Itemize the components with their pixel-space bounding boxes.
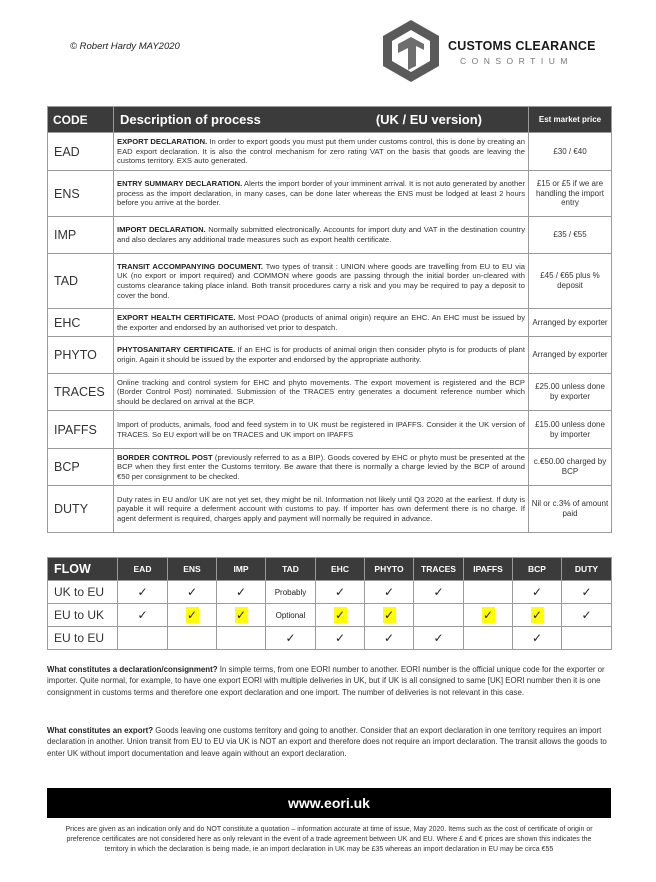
- process-price: Nil or c.3% of amount paid: [529, 486, 612, 533]
- flow-column-header: EAD: [118, 558, 168, 581]
- process-title: TRANSIT ACCOMPANYING DOCUMENT.: [117, 261, 263, 271]
- checkmark-icon: ✓: [531, 585, 543, 599]
- process-title: EXPORT DECLARATION.: [117, 137, 208, 147]
- process-row: [48, 171, 612, 217]
- checkmark-icon: ✓: [285, 631, 296, 645]
- process-price: c.€50.00 charged by BCP: [529, 449, 612, 486]
- flow-cell: [464, 581, 513, 604]
- checkmark-icon: ✓: [433, 631, 444, 645]
- process-description: [114, 254, 529, 309]
- process-code: IPAFFS: [48, 411, 114, 449]
- checkmark-icon: ✓: [433, 585, 444, 599]
- process-description: [114, 171, 529, 217]
- checkmark-icon: ✓: [334, 631, 346, 645]
- process-table: [47, 106, 612, 533]
- checkmark-icon: ✓: [383, 631, 395, 645]
- checkmark-icon: ✓: [581, 585, 592, 599]
- process-price: £15.00 unless done by importer: [529, 411, 612, 449]
- process-text: Most POAO (products of animal origin) require an EHC. An EHC must be issued by the exporter and endorsed by an authorised vet prior to despatch.: [117, 312, 526, 332]
- process-description: [114, 217, 529, 254]
- flow-cell: [464, 627, 513, 650]
- flow-cell-value: Optional: [275, 610, 306, 620]
- process-price: £45 / €65 plus % deposit: [529, 254, 612, 309]
- flow-cell: [168, 627, 217, 650]
- process-row: [48, 133, 612, 171]
- flow-cell: [168, 581, 217, 604]
- process-price: £15 or £5 if we are handling the import entry: [529, 171, 612, 217]
- brand-name: CUSTOMS CLEARANCE: [448, 39, 596, 53]
- col-price-header: Est market price: [529, 107, 612, 133]
- process-code: PHYTO: [48, 337, 114, 374]
- flow-column-header: DUTY: [562, 558, 612, 581]
- process-description: [114, 486, 529, 533]
- process-code: TRACES: [48, 374, 114, 411]
- flow-cell: [365, 604, 414, 627]
- checkmark-icon: ✓: [235, 608, 247, 622]
- flow-cell: [316, 604, 365, 627]
- flow-cell: [316, 581, 365, 604]
- flow-title: FLOW: [48, 558, 118, 581]
- process-text: Online tracking and control system for EHC and phyto movements. The export movement is registered and the BCP (Border Control Post) nominated. Submission of the TRACES entry generates a document reference number which should be declared on arrival at the BCP.: [117, 377, 525, 406]
- col-desc-label: Description of process: [120, 112, 261, 127]
- flow-row-label: EU to UK: [48, 604, 118, 627]
- declaration-paragraph: [47, 664, 611, 698]
- checkmark-icon: ✓: [531, 608, 543, 622]
- checkmark-icon: ✓: [137, 608, 148, 622]
- flow-cell: [513, 627, 562, 650]
- flow-cell: [168, 604, 217, 627]
- process-title: PHYTOSANITARY CERTIFICATE.: [117, 345, 236, 355]
- process-title: EXPORT HEALTH CERTIFICATE.: [117, 312, 236, 322]
- process-code: IMP: [48, 217, 114, 254]
- checkmark-icon: ✓: [383, 608, 395, 622]
- flow-row-label: UK to EU: [48, 581, 118, 604]
- flow-cell: [464, 604, 513, 627]
- flow-cell: [513, 581, 562, 604]
- process-code: BCP: [48, 449, 114, 486]
- flow-column-header: IPAFFS: [464, 558, 513, 581]
- flow-cell: [365, 627, 414, 650]
- flow-cell: [562, 581, 612, 604]
- export-paragraph: [47, 725, 611, 759]
- checkmark-icon: ✓: [186, 608, 198, 622]
- process-text: Alerts the import border of your imminent arrival. It is not auto generated by another process as the import declaration, in many cases, can be done later whereas the ENS must be lodged at least 2 hours before you arrive at the border.: [117, 179, 525, 208]
- flow-cell: [414, 627, 464, 650]
- process-row: [48, 337, 612, 374]
- process-price: Arranged by exporter: [529, 309, 612, 337]
- flow-cell: [513, 604, 562, 627]
- flow-column-header: PHYTO: [365, 558, 414, 581]
- checkmark-icon: ✓: [581, 608, 592, 622]
- flow-column-header: TRACES: [414, 558, 464, 581]
- flow-cell: [365, 581, 414, 604]
- flow-table: [47, 557, 612, 650]
- process-title: IMPORT DECLARATION.: [117, 225, 206, 235]
- process-row: [48, 309, 612, 337]
- process-row: [48, 411, 612, 449]
- flow-cell: [217, 627, 266, 650]
- process-text: (previously referred to as a BIP). Goods covered by EHC or phyto must be presented at the BCP when they first enter the Customs territory. Be aware that there is normally a charge levied by the BCP of around €50 per consignment to be checked.: [117, 452, 525, 481]
- checkmark-icon: ✓: [334, 585, 346, 599]
- process-description: [114, 309, 529, 337]
- process-description: [114, 337, 529, 374]
- process-text: Normally submitted electronically. Accounts for import duty and VAT in the destination country and also declares any additional trade measures such as export health certificate.: [117, 225, 525, 244]
- flow-cell: [266, 581, 316, 604]
- process-description: [114, 133, 529, 171]
- flow-column-header: EHC: [316, 558, 365, 581]
- process-text: If an EHC is for products of animal origin then consider phyto is for products of plant origin. Again it should be issued by the exporter and endorsed by the appropriate authority.: [117, 345, 525, 364]
- flow-cell: [562, 604, 612, 627]
- flow-column-header: ENS: [168, 558, 217, 581]
- process-title: BORDER CONTROL POST: [117, 452, 213, 462]
- flow-cell-value: Probably: [274, 587, 307, 597]
- process-text: Import of products, animals, food and feed system in to UK must be registered in IPAFFS. Consider it the UK version of TRACES. So EU export will be on TRACES and UK import on IPAFFS: [117, 419, 525, 439]
- flow-cell: [266, 604, 316, 627]
- process-row: [48, 374, 612, 411]
- website-link[interactable]: www.eori.uk: [47, 788, 611, 818]
- flow-cell: [118, 604, 168, 627]
- flow-row: [48, 581, 612, 604]
- process-code: EHC: [48, 309, 114, 337]
- process-code: DUTY: [48, 486, 114, 533]
- process-price: £30 / €40: [529, 133, 612, 171]
- flow-row: [48, 604, 612, 627]
- export-answer: Goods leaving one customs territory and going to another. Consider that an export declaration in one territory requires an import declaration in another. Union transit from EU to EU via UK is NOT an export and therefore does not require an import declaration. The transit allows the goods to enter UK without import documentation and leave again without an export declaration.: [47, 726, 607, 758]
- process-code: ENS: [48, 171, 114, 217]
- hexagon-logo-icon: [378, 18, 444, 84]
- flow-row-label: EU to EU: [48, 627, 118, 650]
- process-text: Two types of transit : UNION where goods are travelling from EU to EU via UK (no export or import required) and COMMON where goods are passing through the initial border un-cleared with customs clearance taking place inland. Both transit procedures carry a risk and you may be required to pay a deposit to cover the bond.: [117, 261, 525, 300]
- process-row: [48, 254, 612, 309]
- process-description: [114, 411, 529, 449]
- process-code: EAD: [48, 133, 114, 171]
- export-question: What constitutes an export?: [47, 726, 154, 735]
- flow-cell: [316, 627, 365, 650]
- flow-row: [48, 627, 612, 650]
- process-title: ENTRY SUMMARY DECLARATION.: [117, 179, 243, 189]
- process-price: £35 / €55: [529, 217, 612, 254]
- declaration-answer: In simple terms, from one EORI number to another. EORI number is the official unique code for the exporter or importer. Quite normal, for example, to have one export EORI with multiple deliveries in UK, but if UK is all consigned to same [UK] EORI number then it is one consignment in customs terms and therefore one export declaration and one import. The number of deliveries is not relevant in this case.: [47, 665, 605, 697]
- process-row: [48, 217, 612, 254]
- checkmark-icon: ✓: [383, 585, 395, 599]
- flow-cell: [562, 627, 612, 650]
- process-text: Duty rates in EU and/or UK are not yet set, they might be nil. Information not likely until Q3 2020 at the earliest. If duty is payable it will require a deferment account with customs to pay. If importer has own deferment there is no charge. If agent deferment is required, charges apply and payment will normally be required in advance.: [117, 494, 525, 523]
- flow-cell: [414, 604, 464, 627]
- flow-cell: [118, 627, 168, 650]
- process-code: TAD: [48, 254, 114, 309]
- flow-column-header: BCP: [513, 558, 562, 581]
- declaration-question: What constitutes a declaration/consignment?: [47, 665, 218, 674]
- flow-cell: [414, 581, 464, 604]
- disclaimer-text: Prices are given as an indication only and do NOT constitute a quotation – information accurate at time of issue, May 2020. Items such as the cost of certificate of origin or preference certificates are not considered here as only relevant in the event of a trade agreement between UK and EU. Where £ and € prices are shown this indicates the territory in which the declaration is being made, ie an import declaration in UK may be £35 whereas an import declaration in EU may be circa €55: [65, 826, 593, 853]
- flow-cell: [118, 581, 168, 604]
- process-description: [114, 374, 529, 411]
- checkmark-icon: ✓: [186, 585, 198, 599]
- checkmark-icon: ✓: [235, 585, 247, 599]
- copyright-text: © Robert Hardy MAY2020: [70, 41, 180, 52]
- process-description: [114, 449, 529, 486]
- checkmark-icon: ✓: [334, 608, 346, 622]
- checkmark-icon: ✓: [137, 585, 148, 599]
- checkmark-icon: ✓: [482, 608, 494, 622]
- process-price: Arranged by exporter: [529, 337, 612, 374]
- process-text: In order to export goods you must put them under customs control, this is done by creating an EAD export declaration. It is also the control mechanism for zero rating VAT on the basis that goods are leaving the customs territory. EXS auto generated.: [117, 137, 525, 166]
- process-table-header: [48, 107, 612, 133]
- process-row: [48, 486, 612, 533]
- flow-cell: [266, 627, 316, 650]
- flow-cell: [217, 581, 266, 604]
- col-desc-header: [114, 107, 529, 133]
- col-version-label: (UK / EU version): [375, 112, 482, 127]
- flow-cell: [217, 604, 266, 627]
- flow-column-header: TAD: [266, 558, 316, 581]
- process-price: £25.00 unless done by exporter: [529, 374, 612, 411]
- process-row: [48, 449, 612, 486]
- col-code-header: CODE: [48, 107, 114, 133]
- flow-column-header: IMP: [217, 558, 266, 581]
- brand-subtitle: CONSORTIUM: [460, 56, 573, 66]
- checkmark-icon: ✓: [531, 631, 543, 645]
- flow-table-header: [48, 558, 612, 581]
